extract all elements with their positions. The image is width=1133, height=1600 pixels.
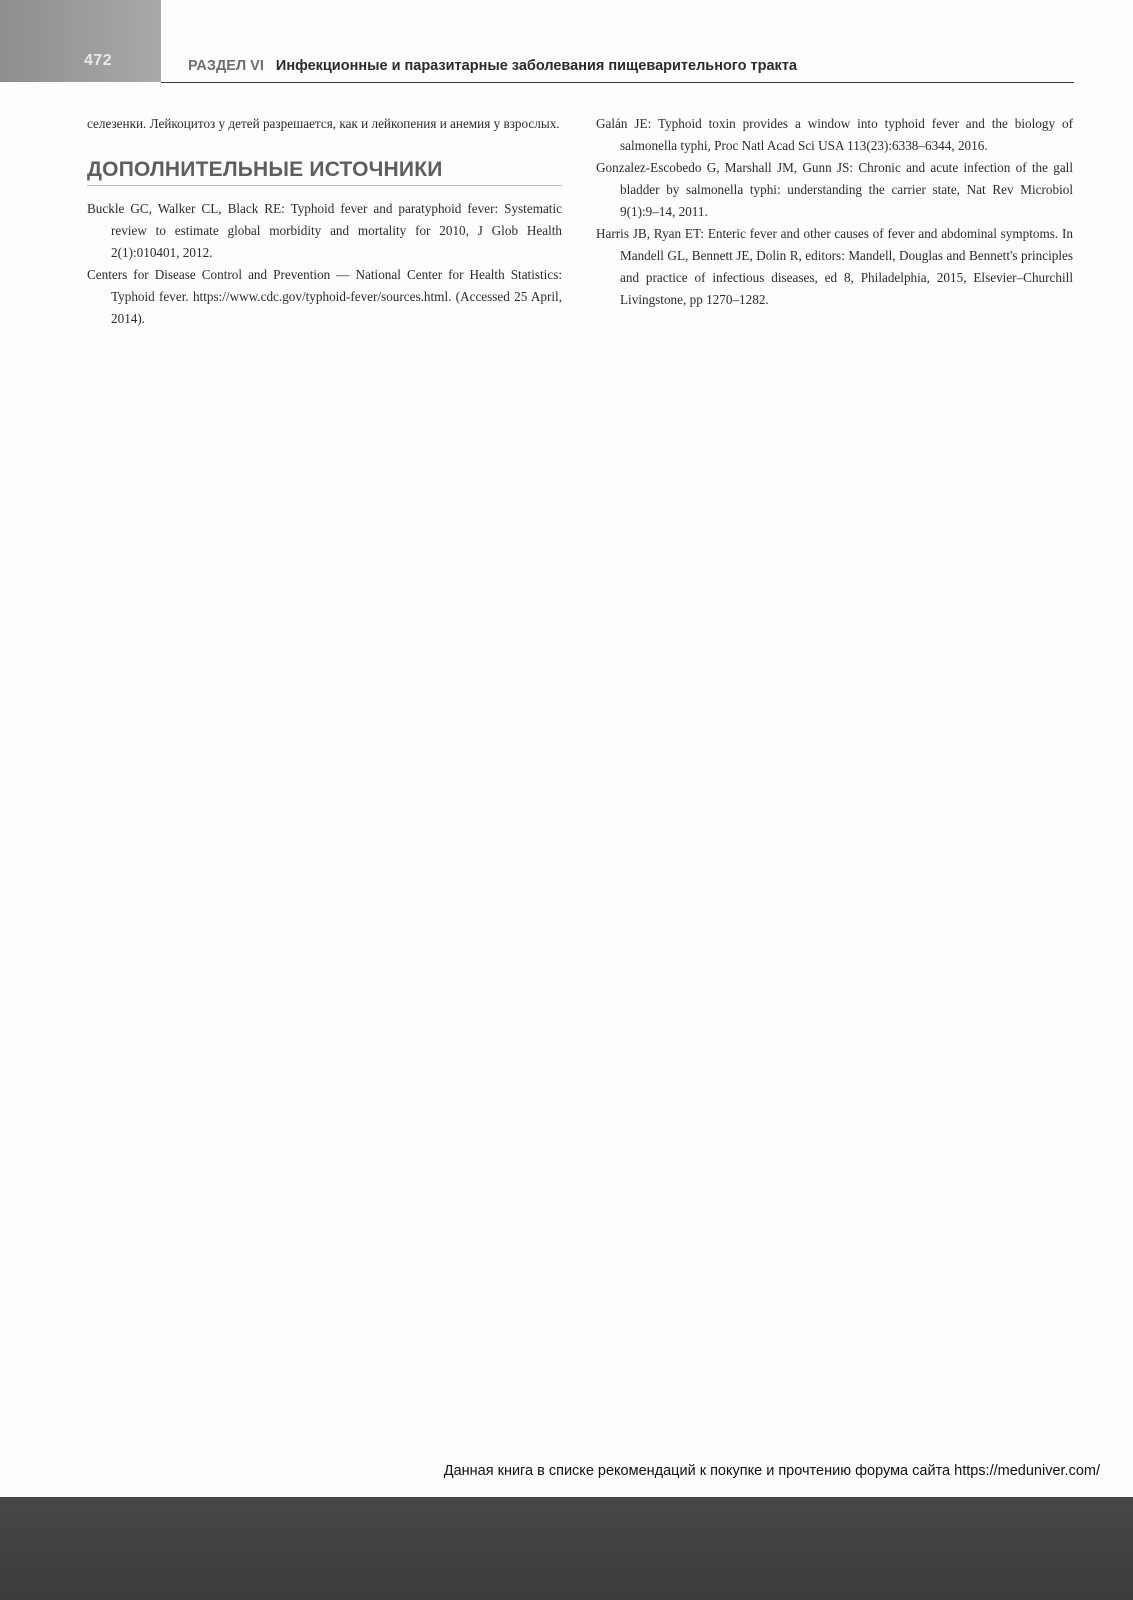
page-tab	[0, 0, 161, 82]
footer-band	[0, 1497, 1133, 1600]
header-rule	[161, 82, 1074, 83]
reference-item: Buckle GC, Walker CL, Black RE: Typhoid fever and paratyphoid fever: Systematic review to estimate global morbidity and mortality for 2010, J Glob Health 2(1):010401, 2012.	[87, 201, 562, 260]
body-paragraph: селезенки. Лейкоцитоз у детей разрешается, как и лейкопения и анемия у взрослых.	[87, 116, 560, 131]
running-head	[188, 58, 1068, 74]
section-label: РАЗДЕЛ VI	[188, 58, 264, 74]
left-column	[87, 113, 562, 330]
references-heading: ДОПОЛНИТЕЛЬНЫЕ ИСТОЧНИКИ	[87, 159, 562, 186]
right-column	[596, 113, 1073, 311]
reference-item: Galán JE: Typhoid toxin provides a window into typhoid fever and the biology of salmonella typhi, Proc Natl Acad Sci USA 113(23):6338–6344, 2016.	[596, 116, 1073, 153]
reference-item: Centers for Disease Control and Prevention — National Center for Health Statistics: Typhoid fever. https://www.cdc.gov/typhoid-fever/sources.html. (Accessed 25 April, 2014).	[87, 267, 562, 326]
reference-item: Gonzalez-Escobedo G, Marshall JM, Gunn JS: Chronic and acute infection of the gall bladder by salmonella typhi: understanding the carrier state, Nat Rev Microbiol 9(1):9–14, 2011.	[596, 160, 1073, 219]
footer-note: Данная книга в списке рекомендаций к покупке и прочтению форума сайта https://meduniver.com/	[443, 1463, 1100, 1479]
page-number: 472	[84, 52, 113, 69]
section-title: Инфекционные и паразитарные заболевания пищеварительного тракта	[275, 58, 797, 74]
reference-item: Harris JB, Ryan ET: Enteric fever and other causes of fever and abdominal symptoms. In Mandell GL, Bennett JE, Dolin R, editors: Mandell, Douglas and Bennett's principles and practice of infectious diseases, ed 8, Philadelphia, 2015, Elsevier–Churchill Livingstone, pp 1270–1282.	[596, 226, 1073, 307]
